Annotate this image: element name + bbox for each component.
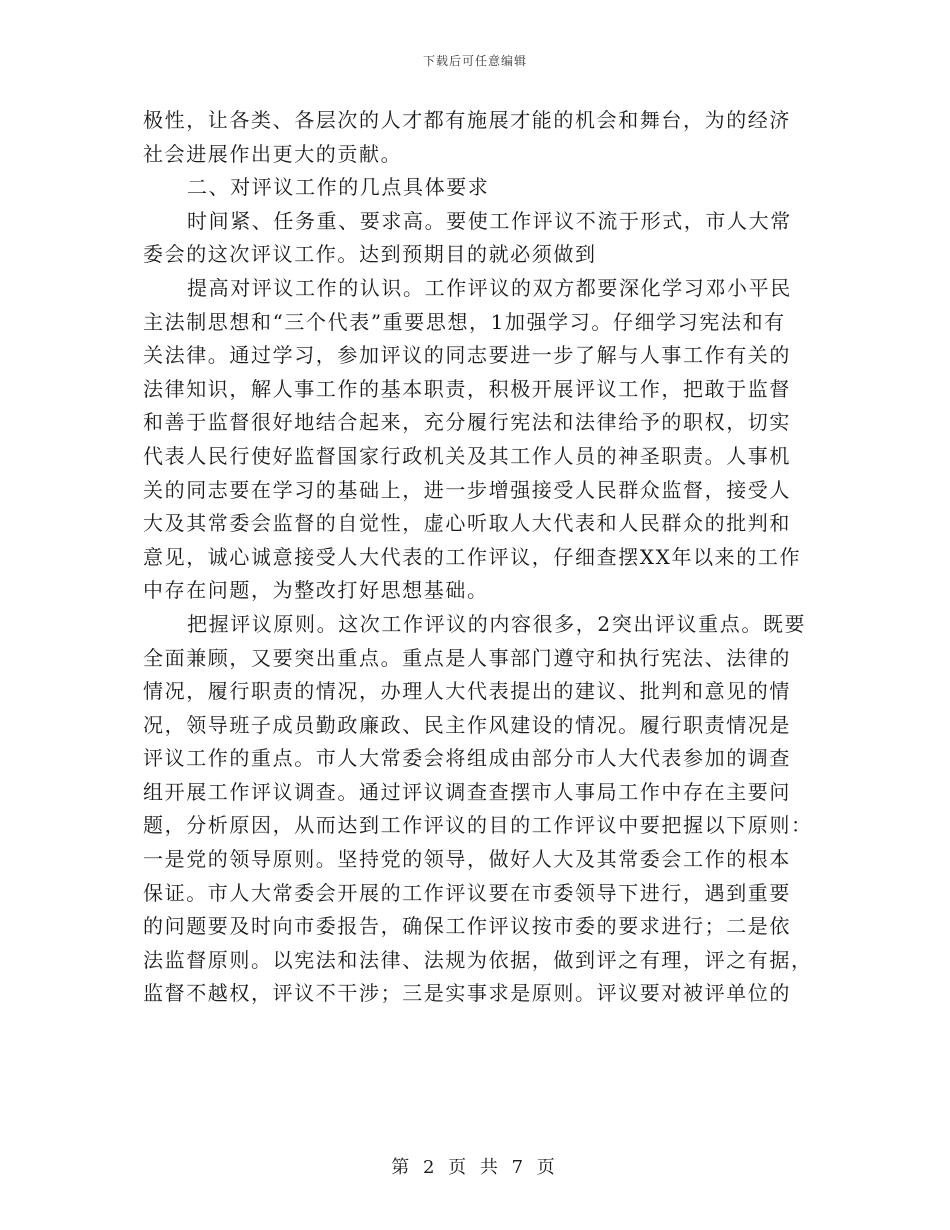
text-line: 提高对评议工作的认识。工作评议的双方都要深化学习邓小平民 (187, 275, 792, 300)
text-line: 的问题要及时向市委报告，确保工作评议按市委的要求进行；二是依 (143, 914, 791, 939)
text-line: 关的同志要在学习的基础上，进一步增强接受人民群众监督，接受人 (143, 477, 791, 502)
text-line: 情况，履行职责的情况，办理人大代表提出的建议、批判和意见的情 (143, 679, 791, 704)
text-line: 评议工作的重点。市人大常委会将组成由部分市人大代表参加的调查 (143, 746, 791, 771)
text-line: 关法律。通过学习，参加评议的同志要进一步了解与人事工作有关的 (143, 343, 791, 368)
page-header: 下载后可任意编辑 (422, 54, 527, 68)
text-line: 法律知识，解人事工作的基本职责，积极开展评议工作，把敢于监督 (143, 376, 791, 401)
text-line: 组开展工作评议调查。通过评议调查查摆市人事局工作中存在主要问 (143, 779, 791, 804)
text-line: 代表人民行使好监督国家行政机关及其工作人员的神圣职责。人事机 (143, 443, 791, 468)
text-line: 一是党的领导原则。坚持党的领导，做好人大及其常委会工作的根本 (143, 847, 791, 872)
document-body (143, 104, 819, 1011)
text-line: 委会的这次评议工作。达到预期目的就必须做到 (143, 242, 597, 267)
text-line: 全面兼顾，又要突出重点。重点是人事部门遵守和执行宪法、法律的 (143, 645, 791, 670)
text-line: 意见，诚心诚意接受人大代表的工作评议，仔细查摆XX年以来的工作 (143, 544, 802, 569)
text-line: 把握评议原则。这次工作评议的内容很多，2突出评议重点。既要 (187, 611, 807, 636)
text-line: 中存在问题，为整改打好思想基础。 (143, 578, 489, 603)
text-line: 题，分析原因，从而达到工作评议的目的工作评议中要把握以下原则： (143, 813, 813, 838)
text-line: 社会进展作出更大的贡献。 (143, 141, 403, 166)
text-line: 大及其常委会监督的自觉性，虚心听取人大代表和人民群众的批判和 (143, 511, 791, 536)
page-number: 第 2 页 共 7 页 (391, 1157, 559, 1178)
text-line: 和善于监督很好地结合起来，充分履行宪法和法律给予的职权，切实 (143, 410, 791, 435)
text-line: 况，领导班子成员勤政廉政、民主作风建设的情况。履行职责情况是 (143, 712, 791, 737)
section-heading: 二、对评议工作的几点具体要求 (187, 175, 490, 200)
text-line: 主法制思想和“三个代表”重要思想，1加强学习。仔细学习宪法和有 (143, 309, 786, 334)
text-line: 保证。市人大常委会开展的工作评议要在市委领导下进行，遇到重要 (143, 880, 791, 905)
text-line: 时间紧、任务重、要求高。要使工作评议不流于形式，市人大常 (187, 208, 792, 233)
text-line: 法监督原则。以宪法和法律、法规为依据，做到评之有理，评之有据， (143, 947, 813, 972)
text-line: 监督不越权，评议不干涉；三是实事求是原则。评议要对被评单位的 (143, 981, 791, 1006)
text-line: 极性，让各类、各层次的人才都有施展才能的机会和舞台，为的经济 (143, 108, 791, 132)
